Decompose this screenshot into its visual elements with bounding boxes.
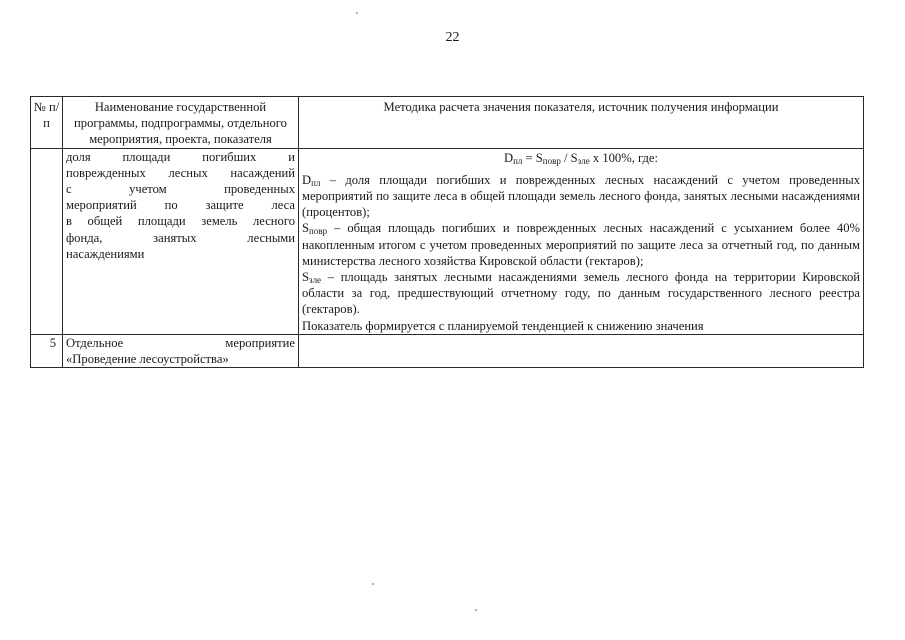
- measure-name-line: Отдельное мероприятие: [66, 335, 295, 350]
- header-number-text: № п/п: [33, 100, 60, 131]
- indicator-name-line: насаждениями: [66, 246, 145, 261]
- table-row: [31, 148, 864, 334]
- indicator-table: [30, 96, 864, 368]
- row-measure-name: [63, 334, 299, 367]
- header-name-text: Наименование государственной программы, подпрограммы, отдельного мероприятия, проекта, показателя: [74, 100, 287, 147]
- header-method-text: Методика расчета значения показателя, источник получения информации: [383, 100, 779, 114]
- formula: $D_{пл} = S_{повр} / S_{зле}$ x 100%, где:: [503, 150, 659, 166]
- page-number: 22: [445, 30, 460, 45]
- indicator-name-line: поврежденных лесных насаждений: [66, 165, 295, 180]
- indicator-name-line: фонда, занятых лесными: [66, 230, 295, 245]
- trend-note: Показатель формируется с планируемой тенденцией к снижению значения: [302, 318, 704, 333]
- header-number: [31, 97, 63, 149]
- row-method-empty: [299, 334, 864, 367]
- indicator-name-line: мероприятий по защите леса: [66, 198, 295, 213]
- definition-d: $D_{пл}$ – доля площади погибших и поврежденных лесных насаждений с учетом проведенных мероприятий по защите леса в общей площади земель лесного фонда, занятых лесными насаждениями (процентов);: [302, 172, 860, 220]
- indicator-name-line: доля площади погибших и: [66, 149, 295, 164]
- table-header-row: [31, 97, 864, 149]
- header-name: [63, 97, 299, 149]
- header-method: [299, 97, 864, 149]
- row-indicator-name: [63, 148, 299, 334]
- definition-s-total: $S_{зле}$ – площадь занятых лесными насаждениями земель лесного фонда на территории Кировской области за год, предшествующий отчетному году, по данным государственного лесного реестра (гектаров).: [302, 270, 860, 317]
- indicator-name-line: в общей площади земель лесного: [66, 214, 295, 229]
- indicator-name-line: с учетом проведенных: [66, 182, 295, 197]
- table-row: [31, 334, 864, 367]
- row-number: 5: [31, 334, 63, 367]
- definition-s-damaged: $S_{повр}$ – общая площадь погибших и поврежденных лесных насаждений с усыханием более 40% накопленным итогом с учетом проведенных мероприятий по защите леса за отчетный год, по данным министерства лесного хозяйства Кировской области (гектаров);: [302, 221, 860, 268]
- scan-speck: [356, 12, 358, 14]
- row-method: [299, 148, 864, 334]
- row-number: [31, 148, 63, 334]
- scan-speck: [372, 583, 374, 585]
- measure-name-line: «Проведение лесоустройства»: [66, 352, 229, 367]
- scan-speck: [475, 609, 477, 611]
